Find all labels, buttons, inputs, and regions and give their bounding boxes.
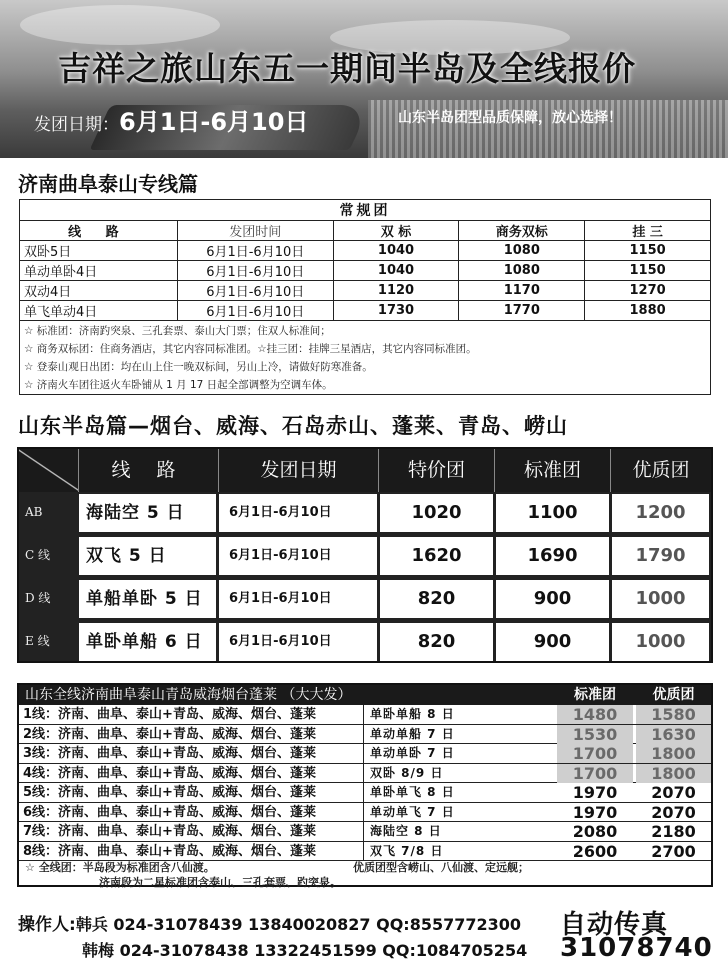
contact-2: 韩梅 024-31078438 13322451599 QQ:1084705254	[82, 941, 528, 960]
table-caption: 常规团	[20, 200, 711, 221]
price-cell: 1000	[612, 623, 709, 661]
price-cell: 1800	[636, 764, 711, 783]
contact-1: 韩兵 024-31078439 13840020827 QQ:8557772300	[75, 915, 522, 934]
full-route-notes	[19, 861, 711, 887]
banner-cloud	[20, 5, 220, 45]
date-cell: 6月1日-6月10日	[177, 261, 333, 281]
diagonal-header-cell	[19, 449, 79, 492]
price-cell: 820	[380, 623, 493, 661]
price-cell: 1700	[557, 744, 633, 763]
price-cell: 1700	[557, 764, 633, 783]
date-cell: 6月1日-6月10日	[219, 580, 377, 618]
route-cell: 单卧单船 6 日	[79, 623, 216, 661]
price-cell: 1800	[636, 744, 711, 763]
route-cell: 1线：济南、曲阜、泰山+青岛、威海、烟台、蓬莱	[23, 707, 316, 722]
price-cell: 2700	[651, 841, 696, 861]
price-cell: 1120	[333, 281, 459, 301]
note-line: 济南段为二星标准团含泰山、三孔套票、趵突泉。	[99, 876, 341, 889]
route-cell: 8线：济南、曲阜、泰山+青岛、威海、烟台、蓬莱	[23, 843, 316, 859]
table-header-row	[19, 449, 711, 492]
transport-cell: 单动单飞 7 日	[363, 803, 555, 822]
jinan-price-table	[19, 199, 711, 321]
table-row	[19, 744, 711, 764]
note-line: ☆ 标准团：济南趵突泉、三孔套票、泰山大门票；住双人标准间；	[24, 325, 331, 337]
transport-cell: 单动单船 7 日	[363, 725, 555, 744]
price-cell: 1080	[459, 261, 585, 281]
table-row	[19, 705, 711, 725]
contact-footer	[0, 900, 728, 964]
date-cell: 6月1日-6月10日	[219, 623, 377, 661]
route-cell: 2线：济南、曲阜、泰山+青岛、威海、烟台、蓬莱	[23, 726, 316, 742]
column-header: 标准团	[574, 687, 616, 703]
table-row	[20, 241, 711, 261]
price-cell: 1480	[557, 705, 633, 724]
table-row	[19, 822, 711, 842]
price-cell: 1040	[333, 261, 459, 281]
table-row	[19, 535, 711, 578]
price-cell: 2070	[651, 783, 696, 802]
column-header: 双 标	[333, 221, 459, 241]
route-cell: 单动单卧4日	[20, 261, 178, 281]
column-header: 挂 三	[585, 221, 711, 241]
date-cell: 6月1日-6月10日	[177, 241, 333, 261]
line-code: C 线	[25, 548, 50, 562]
route-cell: 5线：济南、曲阜、泰山+青岛、威海、烟台、蓬莱	[23, 785, 316, 800]
section-peninsula-title: 山东半岛篇—烟台、威海、石岛赤山、蓬莱、青岛、崂山	[18, 414, 568, 438]
fax-number: 31078740	[560, 933, 713, 963]
route-cell: 7线：济南、曲阜、泰山+青岛、威海、烟台、蓬莱	[23, 824, 316, 839]
price-cell: 1580	[636, 705, 711, 724]
transport-cell: 双飞 7/8 日	[363, 842, 555, 861]
table-row	[19, 783, 711, 803]
note-line: ☆ 商务双标团：住商务酒店，其它内容同标准团。☆挂三团：挂牌三星酒店，其它内容同标准团。	[24, 343, 477, 355]
price-cell: 1100	[496, 494, 609, 532]
note-line: ☆ 登泰山观日出团：均在山上住一晚双标间，另山上冷，请做好防寒准备。	[24, 361, 373, 373]
date-cell: 6月1日-6月10日	[177, 281, 333, 301]
price-cell: 1630	[636, 725, 711, 744]
column-header: 线 路	[20, 221, 178, 241]
column-header: 发团日期	[219, 449, 379, 492]
header-banner	[0, 0, 728, 158]
route-cell: 单船单卧 5 日	[79, 580, 216, 618]
price-cell: 900	[496, 580, 609, 618]
date-cell: 6月1日-6月10日	[177, 301, 333, 321]
route-cell: 3线：济南、曲阜、泰山+青岛、威海、烟台、蓬莱	[23, 746, 316, 761]
table-header-row	[20, 221, 711, 241]
price-cell: 2080	[572, 822, 618, 841]
price-cell: 1970	[572, 783, 618, 802]
note-line: ☆ 济南火车团往返火车卧铺从 1 月 17 日起全部调整为空调车体。	[24, 379, 333, 391]
price-cell: 1790	[612, 537, 709, 575]
column-header: 标准团	[495, 449, 611, 492]
price-cell: 1730	[333, 301, 459, 321]
column-header: 优质团	[632, 459, 690, 481]
transport-cell: 双卧 8/9 日	[363, 764, 555, 783]
price-cell: 1080	[459, 241, 585, 261]
table-row	[20, 261, 711, 281]
page-title: 吉祥之旅山东五一期间半岛及全线报价	[58, 49, 636, 88]
price-cell: 1690	[496, 537, 609, 575]
column-header: 优质团	[652, 687, 695, 703]
table-row	[19, 621, 711, 664]
full-route-price-table	[17, 683, 713, 887]
line-code: E 线	[25, 634, 50, 648]
section-jinan-title: 济南曲阜泰山专线篇	[18, 172, 198, 196]
price-cell: 820	[380, 580, 493, 618]
route-cell: 单飞单动4日	[20, 301, 178, 321]
transport-cell: 单卧单船 8 日	[363, 705, 555, 724]
price-cell: 1970	[572, 802, 618, 822]
route-cell: 双飞 5 日	[79, 537, 216, 575]
route-cell: 6线：济南、曲阜、泰山+青岛、威海、烟台、蓬莱	[23, 804, 316, 820]
price-cell: 1200	[612, 494, 709, 532]
note-line: ☆ 全线团：半岛段为标准团含八仙渡。	[25, 861, 215, 874]
table-row	[19, 803, 711, 823]
peninsula-price-table	[17, 447, 713, 663]
route-cell: 4线：济南、曲阜、泰山+青岛、威海、烟台、蓬莱	[23, 765, 316, 781]
note-line: 优质团型含崂山、八仙渡、定远舰；	[353, 861, 529, 874]
table-row	[19, 764, 711, 784]
date-cell: 6月1日-6月10日	[219, 537, 377, 575]
price-cell: 1620	[380, 537, 493, 575]
jinan-notes	[19, 321, 711, 395]
transport-cell: 海陆空 8 日	[363, 822, 555, 841]
price-cell: 900	[496, 623, 609, 661]
date-cell: 6月1日-6月10日	[219, 494, 377, 532]
price-cell: 2070	[651, 802, 696, 822]
contact-line-1	[18, 910, 521, 935]
operator-label: 操作人:	[18, 915, 76, 935]
table-row	[19, 725, 711, 745]
full-route-title: 山东全线济南曲阜泰山青岛威海烟台蓬莱 （大大发）	[25, 687, 352, 703]
table-row	[20, 281, 711, 301]
price-cell: 2600	[572, 841, 618, 861]
departure-dates	[34, 102, 308, 137]
table-header-row	[19, 685, 711, 705]
table-row	[19, 492, 711, 535]
column-header: 发团时间	[177, 221, 333, 241]
line-code: D 线	[25, 591, 51, 605]
auto-fax-label: 自动传真	[560, 910, 669, 940]
price-cell: 1880	[585, 301, 711, 321]
transport-cell: 单动单卧 7 日	[363, 744, 555, 763]
price-cell: 1530	[557, 725, 633, 744]
banner-slogan: 山东半岛团型品质保障，放心选择！	[398, 110, 622, 126]
price-cell: 1170	[459, 281, 585, 301]
column-header: 商务双标	[459, 221, 585, 241]
route-cell: 双动4日	[20, 281, 178, 301]
price-cell: 1040	[333, 241, 459, 261]
price-cell: 1020	[380, 494, 493, 532]
column-header: 线 路	[79, 449, 219, 492]
route-cell: 海陆空 5 日	[79, 494, 216, 532]
departure-dates-label: 发团日期：	[34, 115, 119, 135]
price-cell: 1150	[585, 241, 711, 261]
transport-cell: 单卧单飞 8 日	[363, 783, 555, 802]
price-cell: 1770	[459, 301, 585, 321]
price-cell: 1000	[612, 580, 709, 618]
price-cell: 2180	[651, 822, 696, 841]
column-header: 特价团	[379, 449, 495, 492]
price-cell: 1150	[585, 261, 711, 281]
price-cell: 1270	[585, 281, 711, 301]
table-row	[20, 301, 711, 321]
line-code: AB	[25, 505, 43, 519]
table-row	[19, 578, 711, 621]
route-cell: 双卧5日	[20, 241, 178, 261]
departure-dates-value: 6月1日-6月10日	[119, 108, 309, 136]
